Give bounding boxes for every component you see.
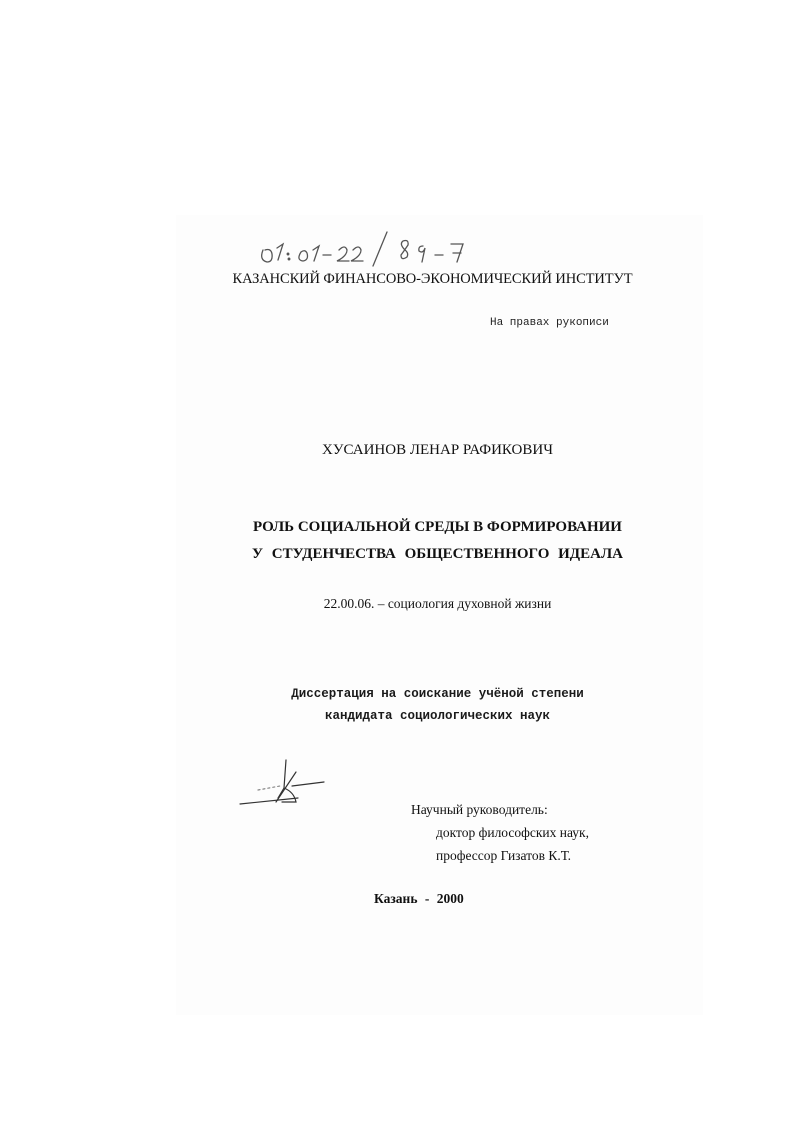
supervisor-degree: доктор философских наук, <box>436 825 589 840</box>
institute-name: КАЗАНСКИЙ ФИНАНСОВО-ЭКОНОМИЧЕСКИЙ ИНСТИТУТ <box>232 271 633 287</box>
supervisor-name: профессор Гизатов К.Т. <box>436 848 572 863</box>
supervisor-label: Научный руководитель: <box>411 802 548 817</box>
dissertation-title-line-1: РОЛЬ СОЦИАЛЬНОЙ СРЕДЫ В ФОРМИРОВАНИИ <box>253 519 622 535</box>
manuscript-rights-note: На правах рукописи <box>490 317 609 329</box>
specialty-code: 22.00.06. – социология духовной жизни <box>323 596 552 611</box>
degree-statement-line-1: Диссертация на соискание учёной степени <box>291 687 584 701</box>
degree-statement-line-2: кандидата социологических наук <box>324 709 551 723</box>
author-name: ХУСАИНОВ ЛЕНАР РАФИКОВИЧ <box>322 442 553 458</box>
city-and-year: Казань - 2000 <box>374 891 464 906</box>
handwritten-catalog-code <box>255 228 535 268</box>
signature-icon <box>238 758 328 810</box>
dissertation-title-line-2: У СТУДЕНЧЕСТВА ОБЩЕСТВЕННОГО ИДЕАЛА <box>252 546 623 562</box>
